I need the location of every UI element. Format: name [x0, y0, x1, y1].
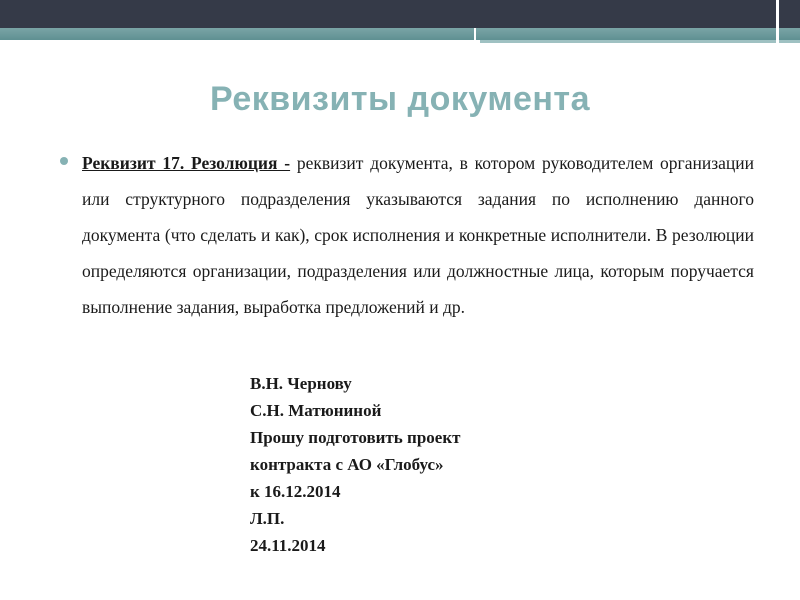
- bullet-dot-icon: [60, 157, 68, 165]
- resolution-example: [250, 370, 460, 559]
- resolution-line: контракта с АО «Глобус»: [250, 455, 444, 474]
- resolution-line: С.Н. Матюниной: [250, 401, 382, 420]
- resolution-line: Л.П.: [250, 509, 285, 528]
- resolution-line: к 16.12.2014: [250, 482, 341, 501]
- header-divider: [474, 28, 476, 40]
- slide-title: Реквизиты документа: [210, 80, 590, 118]
- resolution-line: В.Н. Чернову: [250, 374, 352, 393]
- bullet-paragraph: [82, 145, 754, 325]
- resolution-line: 24.11.2014: [250, 536, 326, 555]
- bullet-text: реквизит документа, в котором руководителем организации или структурного подразделения указываются задания по исполнению данного документа (что сделать и как), срок исполнения и конкретные исполнители. В резолюции определяются организации, подразделения или должностные лица, которым поручается выполнение задания, выработка предложений и др.: [82, 153, 754, 317]
- header-teal-bar: [0, 28, 800, 40]
- resolution-line: Прошу подготовить проект: [250, 428, 461, 447]
- bullet-term: Реквизит 17. Резолюция -: [82, 153, 291, 173]
- header-vertical-line: [776, 0, 779, 50]
- header-dark-bar: [0, 0, 800, 28]
- header-accent-line: [480, 40, 800, 43]
